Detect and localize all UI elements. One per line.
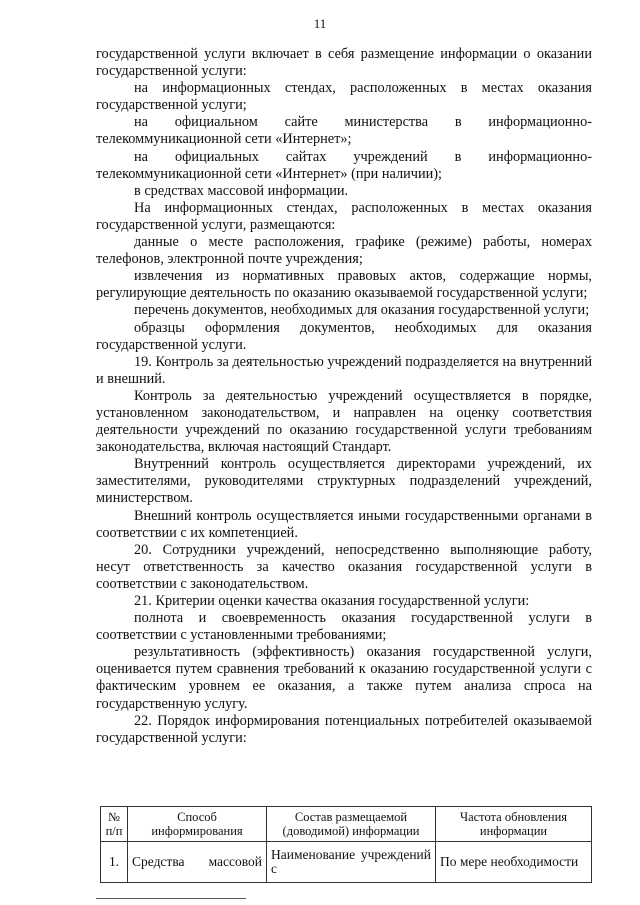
paragraph: на официальных сайтах учреждений в информационно-телекоммуникационной сети «Интернет» (при наличии);	[96, 148, 592, 182]
paragraph: 19. Контроль за деятельностью учреждений подразделяется на внутренний и внешний.	[96, 353, 593, 387]
page-number: 11	[313, 16, 327, 31]
table-cell-method: Средства массовой	[128, 842, 267, 883]
paragraph: Контроль за деятельностью учреждений осуществляется в порядке, установленном законодательством, и направлен на оценку соответствия деятельности учреждений по оказанию государственной услуги требованиям законодательства, включая настоящий Стандарт.	[96, 387, 592, 456]
paragraph: извлечения из нормативных правовых актов, содержащие нормы, регулирующие деятельность по оказанию оказываемой государственной услуги;	[96, 268, 592, 302]
column-header-content: Состав размещаемой (доводимой) информации	[267, 807, 436, 842]
paragraph: 20. Сотрудники учреждений, непосредственно выполняющие работу, несут ответственность за качество оказания государственной услуги в соответствии с законодательством.	[96, 541, 592, 592]
paragraph: результативность (эффективность) оказания государственной услуги, оценивается путем сравнения требований к оказанию государственной услуги с фактическим уровнем ее оказания, а также путем анализа спроса на государственную услугу.	[96, 644, 592, 712]
paragraph: 21. Критерии оценки качества оказания государственной услуги:	[134, 593, 530, 609]
column-header-method: Способ информирования	[128, 807, 267, 842]
footer-divider	[96, 898, 246, 899]
paragraph: перечень документов, необходимых для оказания государственной услуги;	[134, 302, 590, 319]
paragraph: На информационных стендах, расположенных в местах оказания государственной услуги, размещаются:	[96, 199, 592, 233]
table-cell-content: Наименование учреждений с	[267, 842, 436, 883]
paragraph: данные о месте расположения, графике (режиме) работы, номерах телефонов, электронной почте учреждения;	[96, 234, 592, 268]
paragraph: на информационных стендах, расположенных в местах оказания государственной услуги;	[96, 80, 592, 114]
paragraph: Внутренний контроль осуществляется директорами учреждений, их заместителями, руководителями структурных подразделений учреждений, министерством.	[96, 456, 592, 507]
paragraph: образцы оформления документов, необходимых для оказания государственной услуги.	[96, 319, 592, 353]
table-row	[101, 842, 592, 883]
column-header-frequency: Частота обновления информации	[436, 807, 592, 842]
table-header-row	[101, 807, 592, 842]
paragraph: в средствах массовой информации.	[134, 182, 349, 199]
paragraph: на официальном сайте министерства в информационно-телекоммуникационной сети «Интернет»;	[96, 114, 592, 148]
paragraph: 22. Порядок информирования потенциальных потребителей оказываемой государственной услуги:	[96, 712, 592, 746]
paragraph: государственной услуги включает в себя размещение информации о оказании государственной услуги:	[96, 46, 592, 80]
column-header-number: № п/п	[101, 807, 128, 842]
table-cell-frequency: По мере необходимости	[436, 842, 592, 883]
document-body	[96, 46, 592, 747]
paragraph: Внешний контроль осуществляется иными государственными органами в соответствии с их компетенцией.	[96, 507, 592, 541]
paragraph: полнота и своевременность оказания государственной услуги в соответствии с установленными требованиями;	[96, 610, 592, 644]
table-cell-number: 1.	[101, 842, 128, 883]
information-table	[100, 806, 592, 883]
